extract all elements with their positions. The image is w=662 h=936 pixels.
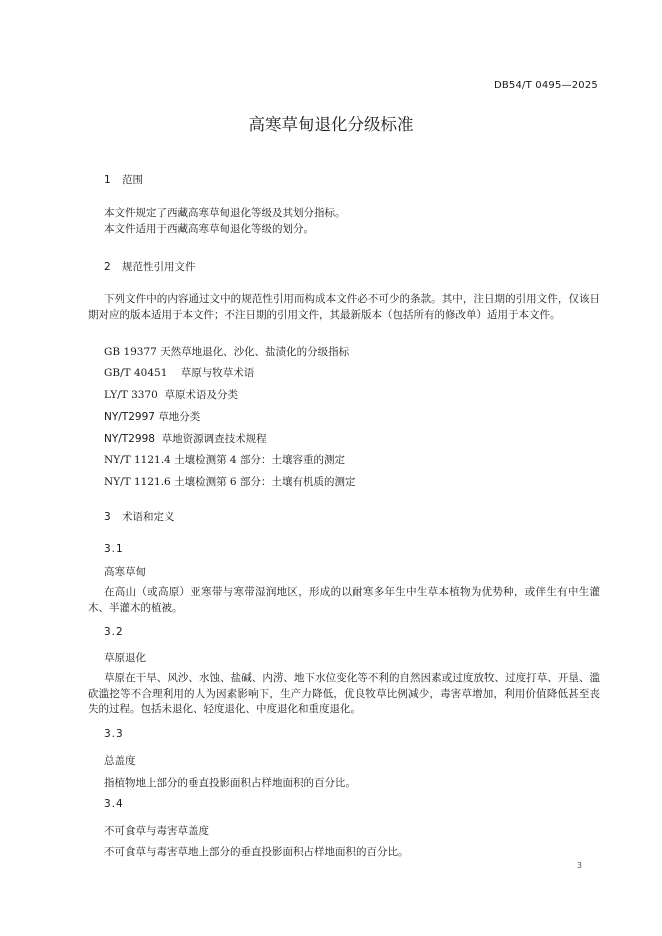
reference-item: [104, 410, 200, 425]
term-definition: 指植物地上部分的垂直投影面积占样地面积的百分比。: [104, 777, 356, 789]
reference-item: [104, 432, 267, 447]
section-number: 3: [104, 511, 111, 523]
term-number: 3.3: [104, 728, 124, 740]
section-number: 2: [104, 261, 111, 273]
reference-name: 草地资源调查技术规程: [161, 433, 267, 445]
term-title: 不可食草与毒害草盖度: [104, 825, 209, 837]
term-number: 3.4: [104, 798, 124, 810]
term-definition: 草原在干旱、风沙、水蚀、盐碱、内涝、地下水位变化等不利的自然因素或过度放牧、过度打草、开垦、滥砍滥挖等不合理利用的人为因素影响下，生产力降低，优良牧草比例减少，毒害草增加，利用价值降低甚至丧失的过程。包括未退化、轻度退化、中度退化和重度退化。: [88, 672, 600, 715]
reference-code: GB 19377: [104, 346, 157, 358]
reference-item: [104, 388, 238, 403]
reference-item: [104, 453, 345, 468]
document-code: DB54/T 0495—2025: [493, 80, 598, 91]
reference-name: 土壤检测第 6 部分：土壤有机质的测定: [174, 476, 356, 488]
reference-name: 土壤检测第 4 部分：土壤容重的测定: [174, 454, 345, 466]
term-title: 总盖度: [104, 755, 136, 767]
reference-name: 草原术语及分类: [164, 389, 239, 401]
section-heading-2: [104, 259, 196, 274]
section-number: 1: [104, 174, 111, 186]
reference-code: NY/T 1121.4: [104, 454, 171, 466]
reference-code: GB/T 40451: [104, 367, 168, 379]
reference-name: 草原与牧草术语: [180, 367, 255, 379]
reference-name: 草地分类: [158, 411, 201, 423]
paragraph: 本文件规定了西藏高寒草甸退化等级及其划分指标。: [104, 207, 346, 219]
term-title: 草原退化: [104, 652, 146, 664]
term-definition: 不可食草与毒害草地上部分的垂直投影面积占样地面积的百分比。: [104, 846, 409, 858]
section-title: 术语和定义: [122, 511, 175, 523]
reference-code: NY/T 1121.6: [104, 476, 171, 488]
reference-code: LY/T 3370: [104, 389, 158, 401]
section-title: 范围: [122, 174, 143, 186]
paragraph: 下列文件中的内容通过文中的规范性引用而构成本文件必不可少的条款。其中，注日期的引用文件，仅该日期对应的版本适用于本文件；不注日期的引用文件，其最新版本（包括所有的修改单）适用于本文件。: [88, 293, 600, 321]
term-number: 3.2: [104, 626, 124, 638]
reference-code: NY/T2998: [104, 433, 155, 445]
page-title: 高寒草甸退化分级标准: [248, 115, 414, 134]
page-number: 3: [576, 861, 582, 870]
section-heading-3: [104, 509, 175, 524]
term-number: 3.1: [104, 543, 124, 555]
paragraph: 本文件适用于西藏高寒草甸退化等级的划分。: [104, 223, 314, 235]
term-definition: 在高山（或高原）亚寒带与寒带湿润地区，形成的以耐寒多年生中生草本植物为优势种，或伴生有中生灌木、半灌木的植被。: [88, 586, 600, 614]
reference-code: NY/T2997: [104, 411, 155, 423]
section-heading-1: [104, 172, 143, 187]
reference-item: [104, 345, 349, 360]
section-title: 规范性引用文件: [122, 261, 196, 273]
term-title: 高寒草甸: [104, 566, 146, 578]
reference-item: [104, 366, 254, 381]
reference-name: 天然草地退化、沙化、盐渍化的分级指标: [160, 346, 350, 358]
reference-item: [104, 475, 355, 490]
